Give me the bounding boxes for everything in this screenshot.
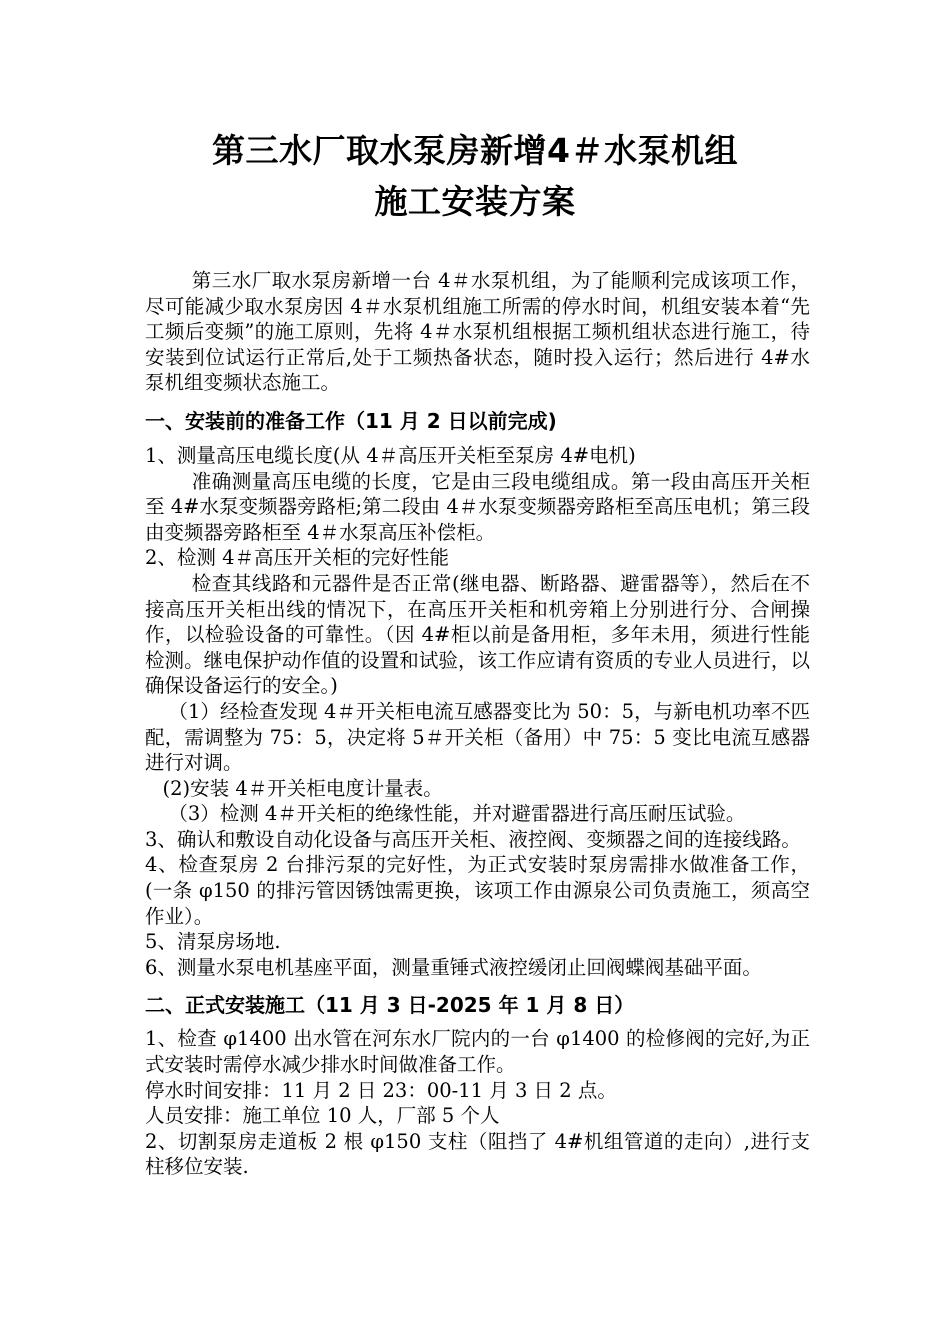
section1-item3: 3、确认和敷设自动化设备与高压开关柜、液控阀、变频器之间的连接线路。 — [145, 827, 801, 851]
section1-item1-body: 准确测量高压电缆的长度，它是由三段电缆组成。第一段由高压开关柜至 4#水泵变频器旁路柜;第二段由 4＃水泵变频器旁路柜至高压电机；第三段由变频器旁路柜至 4＃水泵高压补偿柜。 — [145, 469, 810, 544]
section1-item5: 5、清泵房场地. — [145, 930, 281, 954]
section2-stop-time: 停水时间安排：11 月 2 日 23：00-11 月 3 日 2 点。 — [145, 1078, 617, 1102]
section1-item1-title: 1、测量高压电缆长度(从 4＃高压开关柜至泵房 4#电机) — [145, 443, 636, 467]
section1-item2-body: 检查其线路和元器件是否正常(继电器、断路器、避雷器等），然后在不接高压开关柜出线的情况下，在高压开关柜和机旁箱上分别进行分、合闸操作，以检验设备的可靠性。（因 4#柜以前是备用柜，多年未用，须进行性能检测。继电保护动作值的设置和试验，该工作应请有资质的专业人员进行，以确保设备运行的安全。) — [145, 571, 810, 698]
section1-item2-sub2: (2)安装 4＃开关柜电度计量表。 — [162, 776, 443, 800]
document-title-line1: 第三水厂取水泵房新增4＃水泵机组 — [212, 131, 738, 170]
section2-heading: 二、正式安装施工（11 月 3 日-2025 年 1 月 8 日） — [145, 993, 635, 1018]
document-title-line2: 施工安装方案 — [374, 182, 576, 221]
intro-paragraph: 第三水厂取水泵房新增一台 4＃水泵机组，为了能顺利完成该项工作，尽可能减少取水泵房因 4＃水泵机组施工所需的停水时间，机组安装本着“先工频后变频”的施工原则，先将 4＃水泵机组根据工频机组状态进行施工，待安装到位试运行正常后,处于工频热备状态，随时投入运行；然后进行 4#水泵机组变频状态施工。 — [145, 269, 810, 395]
section2-item2: 2、切割泵房走道板 2 根 φ150 支柱（阻挡了 4#机组管道的走向）,进行支柱移位安装. — [145, 1129, 810, 1179]
section1-heading: 一、安装前的准备工作（11 月 2 日以前完成) — [145, 408, 557, 433]
section1-item6: 6、测量水泵电机基座平面，测量重锤式液控缓闭止回阀蝶阀基础平面。 — [145, 955, 762, 979]
section1-item2-sub1: （1）经检查发现 4＃开关柜电流互感器变比为 50：5，与新电机功率不匹配，需调整为 75：5，决定将 5＃开关柜（备用）中 75：5 变比电流互感器进行对调。 — [145, 699, 810, 775]
section2-staff: 人员安排：施工单位 10 人，厂部 5 个人 — [145, 1104, 500, 1128]
section1-item2-title: 2、检测 4＃高压开关柜的完好性能 — [145, 546, 450, 570]
section1-item2-sub3: （3）检测 4＃开关柜的绝缘性能，并对避雷器进行高压耐压试验。 — [168, 802, 746, 826]
document-body — [145, 268, 810, 1180]
section2-item1: 1、检查 φ1400 出水管在河东水厂院内的一台 φ1400 的检修阀的完好,为正式安装时需停水减少排水时间做准备工作。 — [145, 1027, 810, 1077]
section1-item4: 4、检查泵房 2 台排污泵的完好性，为正式安装时泵房需排水做准备工作，(一条 φ150 的排污管因锈蚀需更换，该项工作由源泉公司负责施工，须高空作业）。 — [145, 853, 810, 928]
